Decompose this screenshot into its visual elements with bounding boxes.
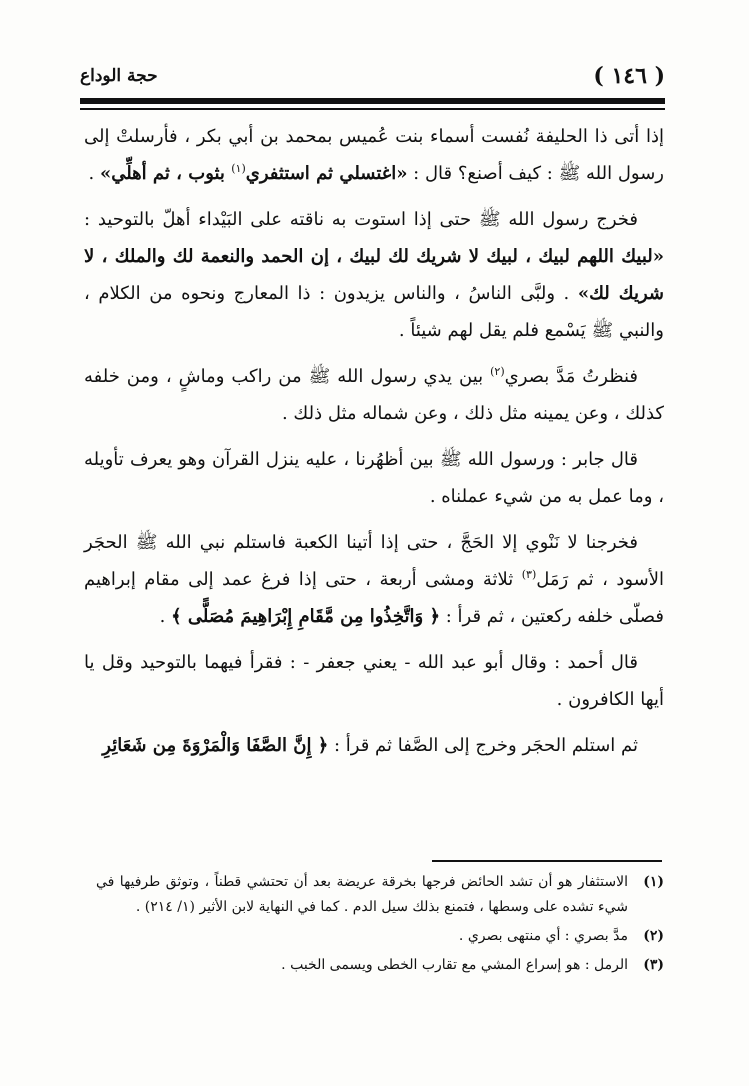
footnote-text: مدَّ بصري : أي منتهى بصري . — [458, 928, 628, 944]
paragraph-6 — [84, 644, 664, 718]
footnote-text: الرمل : هو إسراع المشي مع تقارب الخطى ويسمى الخبب . — [281, 957, 628, 973]
paragraph-text: إذا أتى ذا الحليفة نُفست أسماء بنت عُميس بمحمد بن أبي بكر ، فأرسلتْ إلى رسول الله ﷺ : كيف أصنع؟ قال : — [84, 126, 664, 184]
main-text — [84, 118, 664, 773]
running-title: حجة الوداع — [80, 66, 158, 86]
paragraph-end: . — [159, 606, 172, 627]
paragraph-text-cont: بين يدي رسول الله ﷺ من راكب وماشٍ ، ومن خلفه كذلك ، وعن يمينه مثل ذلك ، وعن شماله مثل ذلك . — [84, 366, 664, 424]
paragraph-7 — [84, 727, 664, 764]
page-header — [80, 56, 665, 96]
paragraph-1 — [84, 118, 664, 192]
footnote-2 — [96, 924, 664, 949]
header-rule-thin — [80, 108, 665, 110]
footnote-3 — [96, 953, 664, 978]
footnote-marker-2: (٢) — [490, 365, 505, 378]
hadith-quote: «اغتسلي ثم استثفري — [245, 163, 408, 184]
quran-verse: ﴿ وَاتَّخِذُوا مِن مَّقَامِ إِبْرَاهِيمَ مُصَلًّى ﴾ — [171, 606, 441, 627]
footnote-number: (٢) — [643, 928, 664, 944]
talbiyah-quote: «لبيك اللهم لبيك ، لبيك لا شريك لك لبيك ، إن الحمد والنعمة لك والملك ، لا شريك لك» — [84, 246, 664, 304]
paragraph-5 — [84, 524, 664, 635]
paragraph-text: قال أحمد : وقال أبو عبد الله - يعني جعفر - : فقرأ فيهما بالتوحيد وقل يا أيها الكافرون . — [84, 652, 664, 710]
footnote-marker-3: (٣) — [521, 568, 537, 581]
footnote-text: الاستثفار هو أن تشد الحائض فرجها بخرقة عريضة بعد أن تحتشي قطناً ، وتوثق طرفيها في شيء تشده على وسطها ، فتمنع بذلك سيل الدم . كما في النهاية لابن الأثير (١/ ٢١٤) . — [96, 874, 628, 915]
paragraph-text: فنظرتُ مَدَّ بصري — [504, 366, 638, 387]
paragraph-text: قال جابر : ورسول الله ﷺ بين أظهُرنا ، عليه ينزل القرآن وهو يعرف تأويله ، وما عمل به من شيء عملناه . — [84, 449, 664, 507]
paragraph-text-cont: ثلاثة ومشى أربعة ، حتى إذا فرغ عمد إلى مقام إبراهيم فصلّى خلفه ركعتين ، ثم قرأ : — [84, 569, 664, 627]
quran-verse: ﴿ إِنَّ الصَّفَا وَالْمَرْوَةَ مِن شَعَائِرِ — [102, 735, 329, 756]
footnote-separator — [432, 860, 662, 862]
footnote-marker-1: (١) — [231, 162, 246, 175]
hadith-quote-cont: بثوب ، ثم أهلِّي» — [99, 163, 232, 184]
paragraph-end: . — [88, 163, 100, 184]
footnote-number: (٣) — [643, 957, 664, 973]
paragraph-4 — [84, 441, 664, 515]
paragraph-text: فخرج رسول الله ﷺ حتى إذا استوت به ناقته على البَيْداء أهلّ بالتوحيد : — [84, 209, 638, 230]
paragraph-end: . ولبَّى الناسُ ، والناس يزيدون : ذا المعارج ونحوه من الكلام ، والنبي ﷺ يَسْمع فلم يقل لهم شيئاً . — [84, 283, 664, 341]
paragraph-text: فخرجنا لا نَنْوي إلا الحَجَّ ، حتى إذا أتينا الكعبة فاستلم نبي الله ﷺ الحجَر الأسود ، ثم رَمَل — [84, 532, 664, 590]
footnote-number: (١) — [643, 874, 664, 890]
paragraph-2 — [84, 201, 664, 349]
header-rule-thick — [80, 98, 665, 104]
paragraph-3 — [84, 358, 664, 432]
page-number: ( ١٤٦ ) — [593, 63, 665, 89]
footnote-1 — [96, 870, 664, 920]
paragraph-text: ثم استلم الحجَر وخرج إلى الصَّفا ثم قرأ : — [328, 735, 638, 756]
footnotes — [96, 870, 664, 982]
